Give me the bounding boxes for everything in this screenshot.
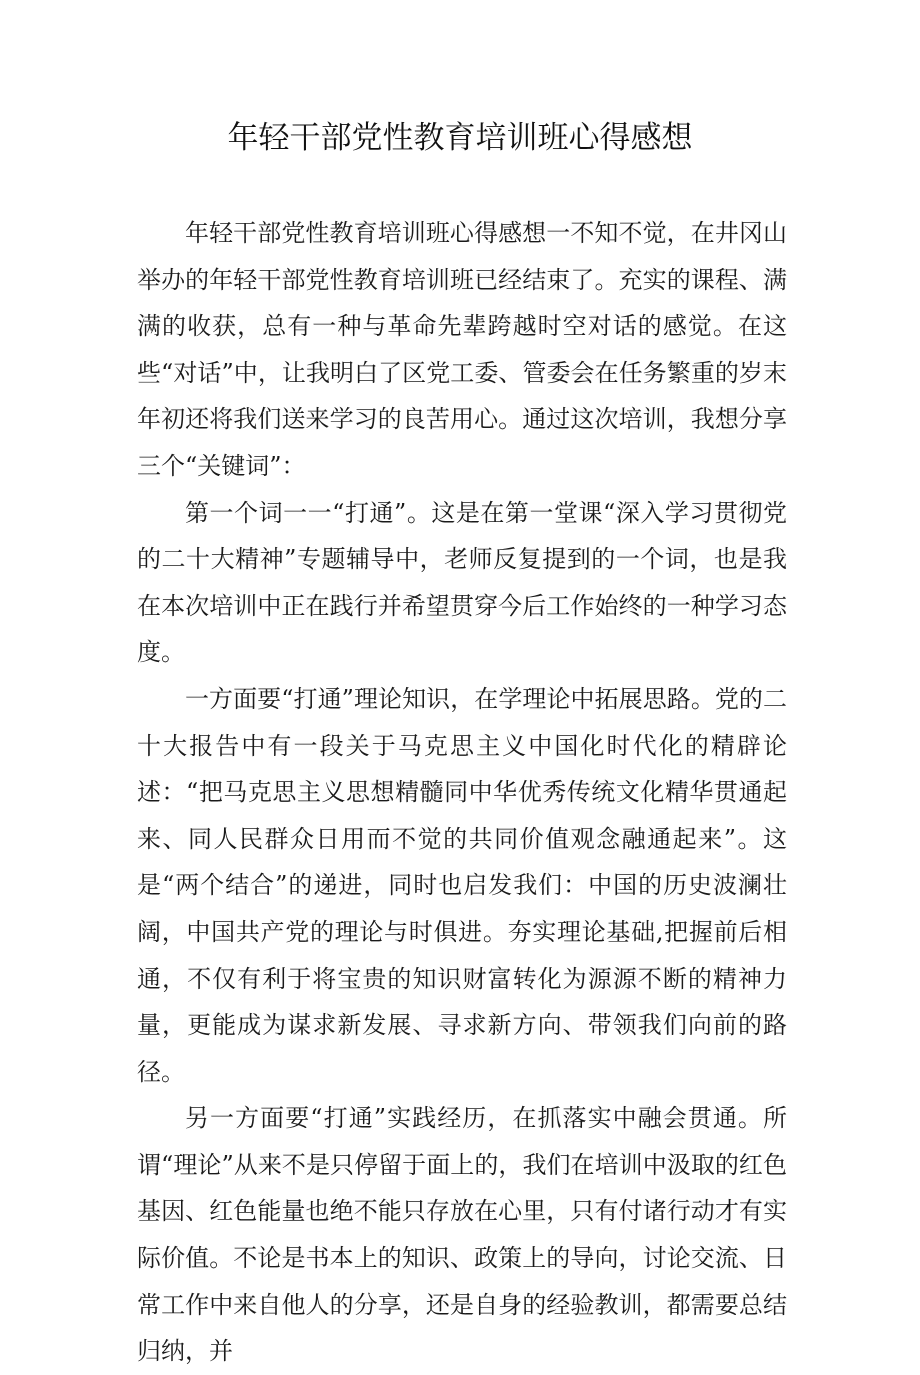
- paragraph-practice: 另一方面要“打通”实践经历，在抓落实中融会贯通。所谓“理论”从来不是只停留于面上的，我们在培训中汲取的红色基因、红色能量也绝不能只存放在心里，只有付诸行动才有实际价值。不论是书本上的知识、政策上的导向，讨论交流、日常工作中来自他人的分享，还是自身的经验教训，都需要总结归纳，并: [137, 1104, 787, 1366]
- document-body: [137, 210, 787, 1375]
- document-title: 年轻干部党性教育培训班心得感想: [227, 120, 693, 156]
- paragraph-intro: 年轻干部党性教育培训班心得感想一不知不觉，在井冈山举办的年轻干部党性教育培训班已经结束了。充实的课程、满满的收获，总有一种与革命先辈跨越时空对话的感觉。在这些“对话”中，让我明白了区党工委、管委会在任务繁重的岁末年初还将我们送来学习的良苦用心。通过这次培训，我想分享三个“关键词”：: [137, 219, 787, 480]
- paragraph-theory: 一方面要“打通”理论知识，在学理论中拓展思路。党的二十大报告中有一段关于马克思主义中国化时代化的精辟论述：“把马克思主义思想精髓同中华优秀传统文化精华贯通起来、同人民群众日用而不觉的共同价值观念融通起来”。这是“两个结合”的递进，同时也启发我们：中国的历史波澜壮阔，中国共产党的理论与时俱进。夯实理论基础,把握前后相通，不仅有利于将宝贵的知识财富转化为源源不断的精神力量，更能成为谋求新发展、寻求新方向、带领我们向前的路径。: [137, 684, 787, 1086]
- paragraph-keyword-one: 第一个词一一“打通”。这是在第一堂课“深入学习贯彻党的二十大精神”专题辅导中，老师反复提到的一个词，也是我在本次培训中正在践行并希望贯穿今后工作始终的一种学习态度。: [137, 498, 787, 667]
